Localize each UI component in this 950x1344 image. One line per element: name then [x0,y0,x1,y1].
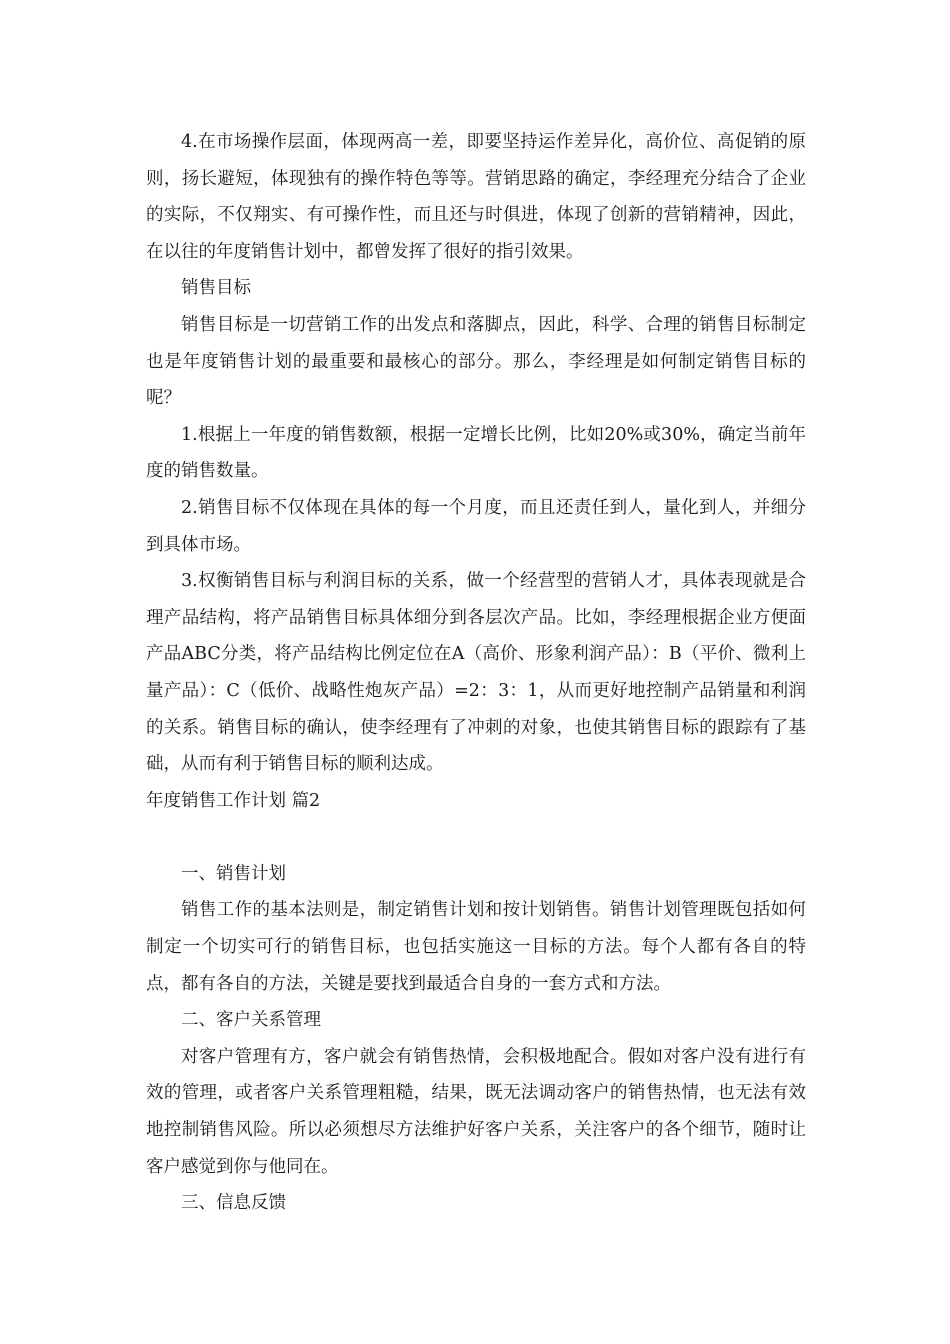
heading-customer-relations: 二、客户关系管理 [181,1010,321,1031]
paragraph-item-3: 3.权衡销售目标与利润目标的关系，做一个经营型的营销人才，具体表现就是合理产品结构，将产品销售目标具体细分到各层次产品。比如，李经理根据企业方便面产品ABC分类，将产品结构比例定位在A（高价、形象利润产品）：B（平价、微利上量产品）：C（低价、战略性炮灰产品）=2：3：1，从而更好地控制产品销量和利润的关系。销售目标的确认，使李经理有了冲刺的对象，也使其销售目标的跟踪有了基础，从而有利于销售目标的顺利达成。 [146,571,806,775]
paragraph-sales-plan: 销售工作的基本法则是，制定销售计划和按计划销售。销售计划管理既包括如何制定一个切实可行的销售目标，也包括实施这一目标的方法。每个人都有各自的特点，都有各自的方法，关键是要找到最适合自身的一套方式和方法。 [146,900,806,994]
blank-line [146,819,806,856]
heading-sales-target: 销售目标 [181,278,251,299]
paragraph-item-1: 1.根据上一年度的销售数额，根据一定增长比例，比如20%或30%，确定当前年度的销售数量。 [146,424,806,482]
document-body [146,124,806,1222]
heading-sales-plan: 一、销售计划 [181,863,286,884]
paragraph-sales-target-intro: 销售目标是一切营销工作的出发点和落脚点，因此，科学、合理的销售目标制定也是年度销售计划的最重要和最核心的部分。那么，李经理是如何制定销售目标的呢？ [146,314,806,409]
paragraph-market-operation: 4.在市场操作层面，体现两高一差，即要坚持运作差异化，高价位、高促销的原则，扬长避短，体现独有的操作特色等等。营销思路的确定，李经理充分结合了企业的实际，不仅翔实、有可操作性，而且还与时俱进，体现了创新的营销精神，因此，在以往的年度销售计划中，都曾发挥了很好的指引效果。 [146,132,806,262]
paragraph-item-2: 2.销售目标不仅体现在具体的每一个月度，而且还责任到人，量化到人，并细分到具体市场。 [146,497,806,555]
paragraph-customer-relations: 对客户管理有方，客户就会有销售热情，会积极地配合。假如对客户没有进行有效的管理，或者客户关系管理粗糙，结果，既无法调动客户的销售热情，也无法有效地控制销售风险。所以必须想尽方法维护好客户关系，关注客户的各个细节，随时让客户感觉到你与他同在。 [146,1046,806,1177]
heading-information-feedback: 三、信息反馈 [181,1193,286,1214]
section-title-plan-2: 年度销售工作计划 篇2 [146,790,321,811]
